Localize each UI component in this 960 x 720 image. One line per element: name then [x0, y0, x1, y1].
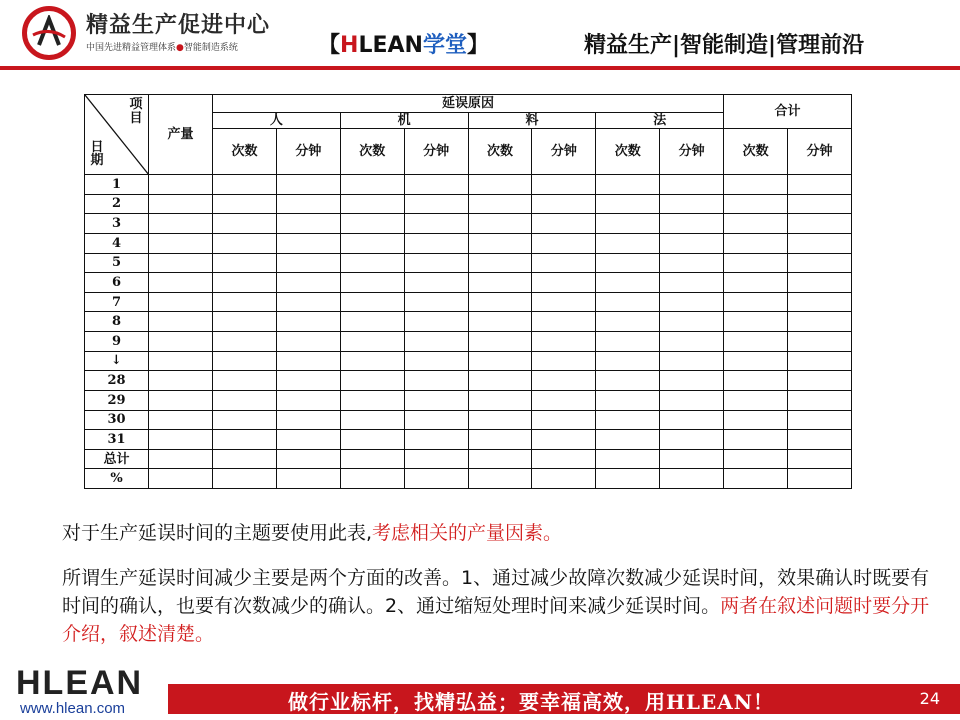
delay-table — [84, 94, 852, 489]
data-cell[interactable] — [149, 390, 213, 410]
data-cell[interactable] — [276, 371, 340, 391]
data-cell[interactable] — [404, 175, 468, 195]
data-cell[interactable] — [404, 214, 468, 234]
data-cell[interactable] — [468, 410, 532, 430]
data-cell[interactable] — [660, 233, 724, 253]
org-logo-icon — [22, 6, 76, 60]
data-cell[interactable] — [149, 273, 213, 293]
data-cell[interactable] — [149, 449, 213, 469]
row-label: % — [85, 469, 149, 489]
data-cell[interactable] — [276, 233, 340, 253]
footer-bar — [168, 684, 960, 714]
row-label: 7 — [85, 292, 149, 312]
data-cell[interactable] — [468, 194, 532, 214]
data-cell[interactable] — [660, 292, 724, 312]
row-label: 3 — [85, 214, 149, 234]
data-cell[interactable] — [468, 253, 532, 273]
data-cell[interactable] — [724, 410, 788, 430]
data-cell[interactable] — [468, 175, 532, 195]
minutes-header: 分钟 — [788, 129, 852, 175]
data-cell[interactable] — [532, 332, 596, 352]
data-cell[interactable] — [532, 371, 596, 391]
data-cell[interactable] — [213, 449, 277, 469]
count-header: 次数 — [468, 129, 532, 175]
table-row — [85, 194, 852, 214]
data-cell[interactable] — [340, 194, 404, 214]
data-cell[interactable] — [724, 253, 788, 273]
data-cell[interactable] — [724, 273, 788, 293]
data-cell[interactable] — [596, 351, 660, 371]
data-cell[interactable] — [340, 449, 404, 469]
delay-cause-header: 延误原因 — [213, 95, 724, 113]
data-cell[interactable] — [532, 449, 596, 469]
brand-title: 【HLEAN学堂】 — [318, 33, 489, 58]
data-cell[interactable] — [596, 390, 660, 410]
data-cell[interactable] — [788, 312, 852, 332]
data-cell[interactable] — [596, 371, 660, 391]
data-cell[interactable] — [724, 371, 788, 391]
data-cell[interactable] — [213, 175, 277, 195]
data-cell[interactable] — [276, 351, 340, 371]
output-header: 产量 — [149, 95, 213, 175]
data-cell[interactable] — [724, 390, 788, 410]
data-cell[interactable] — [149, 430, 213, 450]
footer-logo: HLEAN — [16, 664, 144, 702]
minutes-header: 分钟 — [532, 129, 596, 175]
data-cell[interactable] — [276, 175, 340, 195]
data-cell[interactable] — [788, 273, 852, 293]
data-cell[interactable] — [532, 292, 596, 312]
table-row — [85, 175, 852, 195]
data-cell[interactable] — [149, 214, 213, 234]
data-cell[interactable] — [404, 194, 468, 214]
count-header: 次数 — [340, 129, 404, 175]
data-cell[interactable] — [724, 292, 788, 312]
data-cell[interactable] — [340, 390, 404, 410]
data-cell[interactable] — [149, 194, 213, 214]
data-cell[interactable] — [660, 214, 724, 234]
data-cell[interactable] — [404, 351, 468, 371]
data-cell[interactable] — [532, 430, 596, 450]
data-cell[interactable] — [468, 214, 532, 234]
data-cell[interactable] — [596, 410, 660, 430]
data-cell[interactable] — [404, 449, 468, 469]
data-cell[interactable] — [788, 214, 852, 234]
data-cell[interactable] — [468, 312, 532, 332]
data-cell[interactable] — [660, 312, 724, 332]
data-cell[interactable] — [788, 430, 852, 450]
data-cell[interactable] — [660, 371, 724, 391]
data-cell[interactable] — [596, 292, 660, 312]
data-cell[interactable] — [788, 292, 852, 312]
data-cell[interactable] — [596, 175, 660, 195]
data-cell[interactable] — [276, 214, 340, 234]
data-cell[interactable] — [213, 351, 277, 371]
data-cell[interactable] — [404, 469, 468, 489]
data-cell[interactable] — [724, 312, 788, 332]
data-cell[interactable] — [213, 371, 277, 391]
footer-slogan: 做行业标杆，找精弘益；要幸福高效，用HLEAN！ — [288, 690, 775, 714]
footer-url[interactable]: www.hlean.com — [20, 700, 126, 717]
data-cell[interactable] — [213, 390, 277, 410]
data-cell[interactable] — [660, 449, 724, 469]
data-cell[interactable] — [149, 410, 213, 430]
table-row — [85, 312, 852, 332]
row-label: 9 — [85, 332, 149, 352]
data-cell[interactable] — [149, 292, 213, 312]
row-label: ↓ — [85, 351, 149, 371]
data-cell[interactable] — [213, 469, 277, 489]
table-row — [85, 469, 852, 489]
data-cell[interactable] — [340, 469, 404, 489]
data-cell[interactable] — [340, 351, 404, 371]
data-cell[interactable] — [276, 469, 340, 489]
data-cell[interactable] — [468, 351, 532, 371]
data-cell[interactable] — [213, 233, 277, 253]
data-cell[interactable] — [532, 253, 596, 273]
org-subtitle: 中国先进精益管理体系●智能制造系统 — [86, 43, 238, 53]
data-cell[interactable] — [532, 175, 596, 195]
data-cell[interactable] — [404, 273, 468, 293]
cause-header: 人 — [213, 113, 341, 129]
data-cell[interactable] — [213, 214, 277, 234]
data-cell[interactable] — [532, 469, 596, 489]
data-cell[interactable] — [340, 332, 404, 352]
paragraph-2: 所谓生产延误时间减少主要是两个方面的改善。1、通过减少故障次数减少延误时间，效果确认时既要有时间的确认，也要有次数减少的确认。2、通过缩短处理时间来减少延误时间。两者在叙述问题时要分开介绍，叙述清楚。 — [62, 567, 930, 645]
data-cell[interactable] — [149, 253, 213, 273]
data-cell[interactable] — [596, 194, 660, 214]
data-cell[interactable] — [660, 430, 724, 450]
data-cell[interactable] — [276, 292, 340, 312]
data-cell[interactable] — [788, 233, 852, 253]
count-header: 次数 — [724, 129, 788, 175]
data-cell[interactable] — [660, 194, 724, 214]
data-cell[interactable] — [724, 332, 788, 352]
data-cell[interactable] — [404, 292, 468, 312]
total-header: 合计 — [724, 95, 852, 129]
data-cell[interactable] — [340, 273, 404, 293]
table-row — [85, 410, 852, 430]
data-cell[interactable] — [276, 194, 340, 214]
data-cell[interactable] — [149, 233, 213, 253]
data-cell[interactable] — [788, 351, 852, 371]
data-cell[interactable] — [213, 312, 277, 332]
header — [0, 0, 960, 72]
data-cell[interactable] — [213, 430, 277, 450]
data-cell[interactable] — [532, 233, 596, 253]
data-cell[interactable] — [660, 469, 724, 489]
cause-header: 机 — [340, 113, 468, 129]
data-cell[interactable] — [788, 175, 852, 195]
data-cell[interactable] — [340, 233, 404, 253]
paragraph-1: 对于生产延误时间的主题要使用此表,考虑相关的产量因素。 — [62, 522, 563, 544]
data-cell[interactable] — [276, 449, 340, 469]
data-cell[interactable] — [468, 371, 532, 391]
data-cell[interactable] — [404, 410, 468, 430]
row-label: 6 — [85, 273, 149, 293]
cause-header: 法 — [596, 113, 724, 129]
row-label: 5 — [85, 253, 149, 273]
table-row — [85, 253, 852, 273]
data-cell[interactable] — [404, 312, 468, 332]
table-row — [85, 449, 852, 469]
data-cell[interactable] — [404, 233, 468, 253]
data-cell[interactable] — [532, 194, 596, 214]
data-cell[interactable] — [149, 469, 213, 489]
data-cell[interactable] — [724, 214, 788, 234]
count-header: 次数 — [213, 129, 277, 175]
data-cell[interactable] — [596, 233, 660, 253]
data-cell[interactable] — [340, 214, 404, 234]
data-cell[interactable] — [660, 175, 724, 195]
data-cell[interactable] — [149, 175, 213, 195]
data-cell[interactable] — [468, 292, 532, 312]
data-cell[interactable] — [276, 312, 340, 332]
data-cell[interactable] — [340, 253, 404, 273]
row-label: 1 — [85, 175, 149, 195]
header-divider — [0, 66, 960, 70]
data-cell[interactable] — [532, 214, 596, 234]
data-cell[interactable] — [596, 253, 660, 273]
header-slogan: 精益生产|智能制造|管理前沿 — [584, 33, 865, 58]
data-cell[interactable] — [660, 410, 724, 430]
data-cell[interactable] — [596, 332, 660, 352]
data-cell[interactable] — [213, 273, 277, 293]
data-cell[interactable] — [724, 430, 788, 450]
data-cell[interactable] — [788, 390, 852, 410]
data-cell[interactable] — [468, 332, 532, 352]
data-cell[interactable] — [724, 233, 788, 253]
data-cell[interactable] — [213, 194, 277, 214]
data-cell[interactable] — [340, 430, 404, 450]
data-cell[interactable] — [276, 430, 340, 450]
corner-project-label: 项目 — [129, 97, 143, 126]
table-row — [85, 273, 852, 293]
data-cell[interactable] — [532, 273, 596, 293]
table-row — [85, 430, 852, 450]
data-cell[interactable] — [660, 253, 724, 273]
minutes-header: 分钟 — [404, 129, 468, 175]
count-header: 次数 — [596, 129, 660, 175]
row-label: 2 — [85, 194, 149, 214]
data-cell[interactable] — [724, 194, 788, 214]
data-cell[interactable] — [596, 430, 660, 450]
data-cell[interactable] — [724, 469, 788, 489]
data-cell[interactable] — [788, 371, 852, 391]
row-label: 29 — [85, 390, 149, 410]
data-cell[interactable] — [660, 332, 724, 352]
data-cell[interactable] — [532, 410, 596, 430]
data-cell[interactable] — [788, 332, 852, 352]
data-cell[interactable] — [340, 371, 404, 391]
data-cell[interactable] — [340, 175, 404, 195]
data-cell[interactable] — [724, 351, 788, 371]
data-cell[interactable] — [149, 351, 213, 371]
data-cell[interactable] — [596, 449, 660, 469]
data-cell[interactable] — [340, 292, 404, 312]
data-cell[interactable] — [532, 351, 596, 371]
data-cell[interactable] — [404, 430, 468, 450]
table-row — [85, 371, 852, 391]
data-cell[interactable] — [213, 292, 277, 312]
data-cell[interactable] — [788, 449, 852, 469]
data-cell[interactable] — [596, 214, 660, 234]
data-cell[interactable] — [213, 410, 277, 430]
data-cell[interactable] — [724, 449, 788, 469]
data-cell[interactable] — [532, 390, 596, 410]
page-number: 24 — [919, 689, 940, 708]
corner-cell — [85, 95, 149, 175]
data-cell[interactable] — [340, 410, 404, 430]
data-cell[interactable] — [213, 253, 277, 273]
cause-header: 料 — [468, 113, 596, 129]
table-row — [85, 390, 852, 410]
data-cell[interactable] — [149, 312, 213, 332]
minutes-header: 分钟 — [660, 129, 724, 175]
data-cell[interactable] — [596, 312, 660, 332]
data-cell[interactable] — [276, 273, 340, 293]
data-cell[interactable] — [660, 351, 724, 371]
data-cell[interactable] — [276, 332, 340, 352]
data-cell[interactable] — [276, 410, 340, 430]
data-cell[interactable] — [149, 332, 213, 352]
data-cell[interactable] — [468, 449, 532, 469]
data-cell[interactable] — [213, 332, 277, 352]
data-cell[interactable] — [724, 175, 788, 195]
data-cell[interactable] — [404, 332, 468, 352]
data-cell[interactable] — [340, 312, 404, 332]
row-label: 4 — [85, 233, 149, 253]
data-cell[interactable] — [788, 410, 852, 430]
data-cell[interactable] — [468, 273, 532, 293]
data-cell[interactable] — [468, 430, 532, 450]
data-cell[interactable] — [276, 253, 340, 273]
data-cell[interactable] — [660, 273, 724, 293]
data-cell[interactable] — [788, 469, 852, 489]
data-cell[interactable] — [149, 371, 213, 391]
data-cell[interactable] — [788, 253, 852, 273]
data-cell[interactable] — [404, 390, 468, 410]
corner-date-label: 日期 — [90, 139, 104, 169]
table-row — [85, 292, 852, 312]
data-cell[interactable] — [404, 253, 468, 273]
data-cell[interactable] — [532, 312, 596, 332]
data-cell[interactable] — [276, 390, 340, 410]
data-cell[interactable] — [596, 273, 660, 293]
table-row — [85, 332, 852, 352]
row-label: 30 — [85, 410, 149, 430]
row-label: 31 — [85, 430, 149, 450]
data-cell[interactable] — [404, 371, 468, 391]
data-cell[interactable] — [468, 390, 532, 410]
table-row — [85, 351, 852, 371]
row-label: 8 — [85, 312, 149, 332]
table-row — [85, 233, 852, 253]
org-name: 精益生产促进中心 — [86, 13, 271, 38]
row-label: 总计 — [85, 449, 149, 469]
data-cell[interactable] — [660, 390, 724, 410]
data-cell[interactable] — [596, 469, 660, 489]
minutes-header: 分钟 — [276, 129, 340, 175]
table-row — [85, 214, 852, 234]
data-cell[interactable] — [468, 233, 532, 253]
data-cell[interactable] — [468, 469, 532, 489]
data-cell[interactable] — [788, 194, 852, 214]
row-label: 28 — [85, 371, 149, 391]
